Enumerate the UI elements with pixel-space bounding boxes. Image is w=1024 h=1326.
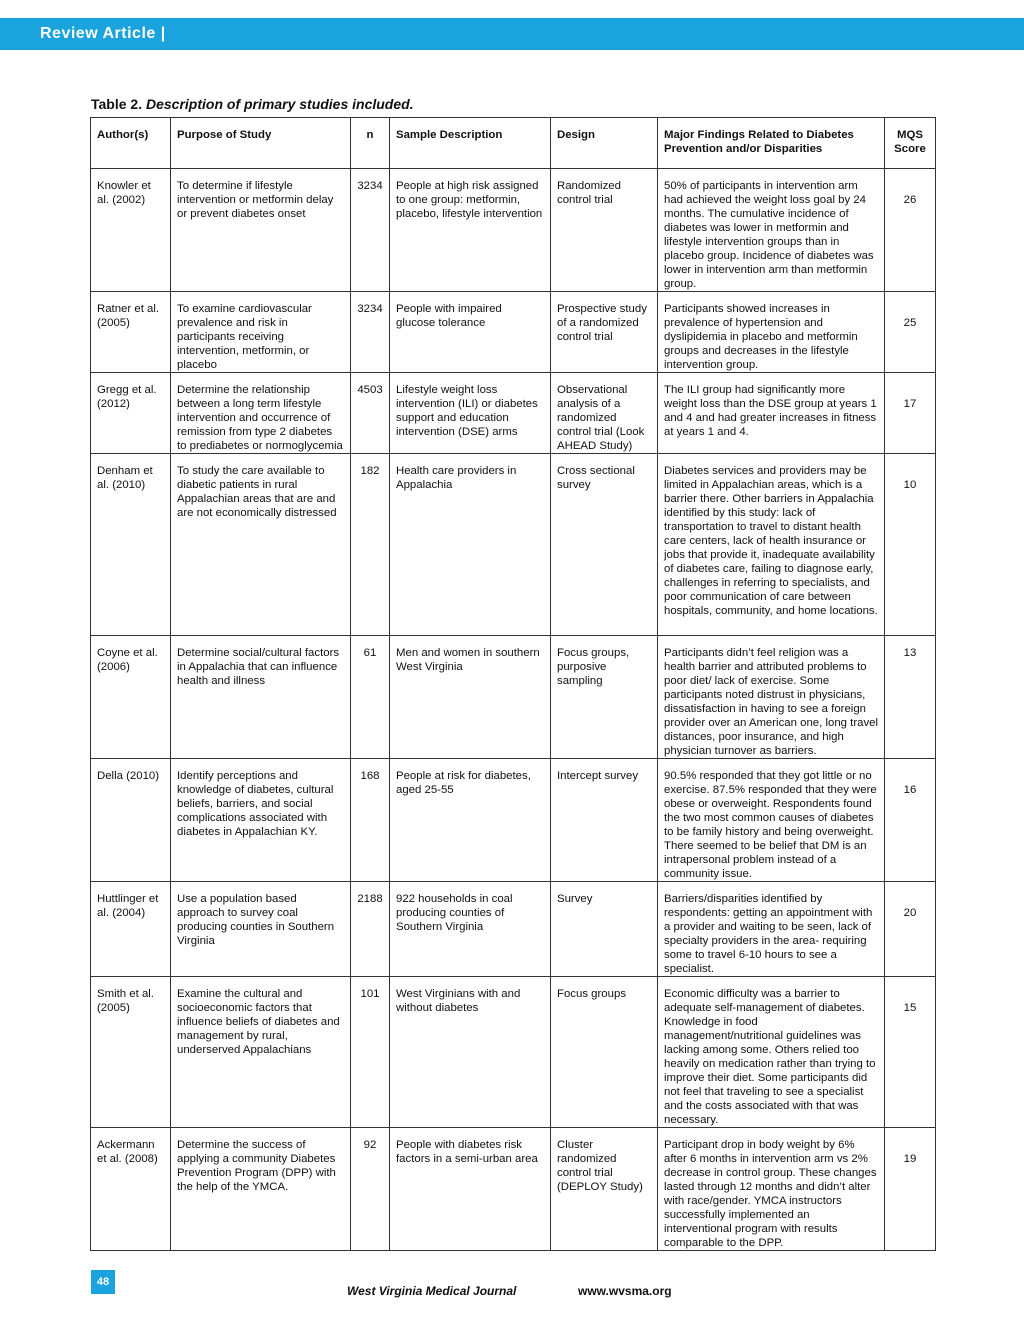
primary-studies-table bbox=[90, 117, 936, 1251]
table-row bbox=[91, 292, 936, 373]
cell-n: 101 bbox=[351, 977, 390, 1128]
cell-sample: Health care providers in Appalachia bbox=[390, 454, 551, 636]
cell-score: 13 bbox=[885, 636, 936, 759]
table-row bbox=[91, 759, 936, 882]
cell-design: Focus groups, purposive sampling bbox=[551, 636, 658, 759]
table-header-row bbox=[91, 118, 936, 169]
cell-purpose: Identify perceptions and knowledge of diabetes, cultural beliefs, barriers, and social complications associated with diabetes in Appalachian KY. bbox=[171, 759, 351, 882]
section-label: Review Article | bbox=[40, 25, 166, 42]
page-number-badge: 48 bbox=[91, 1270, 115, 1294]
cell-findings: Diabetes services and providers may be limited in Appalachian areas, which is a barrier there. Other barriers in Appalachia identified by this study: lack of transportation to travel to distant health care centers, lack of health insurance or jobs that provide it, inadequate availability of diabetes care, failing to diagnose early, challenges in referring to specialists, and poor communication of care between hospitals, community, and home locations. bbox=[658, 454, 885, 636]
section-header-bar bbox=[0, 18, 1024, 50]
cell-purpose: To examine cardiovascular prevalence and risk in participants receiving intervention, metformin, or placebo bbox=[171, 292, 351, 373]
cell-purpose: Determine the relationship between a long term lifestyle intervention and occurrence of remission from type 2 diabetes to prediabetes or normoglycemia bbox=[171, 373, 351, 454]
journal-website: www.wvsma.org bbox=[578, 1284, 672, 1298]
header-author: Author(s) bbox=[91, 118, 171, 169]
cell-n: 182 bbox=[351, 454, 390, 636]
cell-design: Survey bbox=[551, 882, 658, 977]
cell-purpose: Determine the success of applying a community Diabetes Prevention Program (DPP) with the help of the YMCA. bbox=[171, 1128, 351, 1251]
cell-author: Coyne et al. (2006) bbox=[91, 636, 171, 759]
cell-author: Gregg et al. (2012) bbox=[91, 373, 171, 454]
cell-score: 16 bbox=[885, 759, 936, 882]
cell-findings: The ILI group had significantly more weight loss than the DSE group at years 1 and 4 and had greater increases in fitness at years 1 and 4. bbox=[658, 373, 885, 454]
cell-design: Focus groups bbox=[551, 977, 658, 1128]
table-row bbox=[91, 169, 936, 292]
table-row bbox=[91, 373, 936, 454]
journal-name: West Virginia Medical Journal bbox=[347, 1284, 517, 1298]
cell-author: Ackermann et al. (2008) bbox=[91, 1128, 171, 1251]
cell-sample: Lifestyle weight loss intervention (ILI) or diabetes support and education intervention (DSE) arms bbox=[390, 373, 551, 454]
cell-findings: 90.5% responded that they got little or no exercise. 87.5% responded that they were obese or overweight. Respondents found the two most common causes of diabetes to be family history and being overweight. There seemed to be belief that DM is an intrapersonal problem instead of a community issue. bbox=[658, 759, 885, 882]
cell-design: Cross sectional survey bbox=[551, 454, 658, 636]
cell-n: 4503 bbox=[351, 373, 390, 454]
cell-n: 3234 bbox=[351, 169, 390, 292]
cell-author: Della (2010) bbox=[91, 759, 171, 882]
cell-n: 92 bbox=[351, 1128, 390, 1251]
cell-author: Denham et al. (2010) bbox=[91, 454, 171, 636]
table-row bbox=[91, 1128, 936, 1251]
cell-author: Ratner et al. (2005) bbox=[91, 292, 171, 373]
header-findings: Major Findings Related to Diabetes Prevention and/or Disparities bbox=[658, 118, 885, 169]
cell-score: 17 bbox=[885, 373, 936, 454]
cell-findings: Participants showed increases in prevalence of hypertension and dyslipidemia in placebo and metformin groups and decreases in the lifestyle intervention group. bbox=[658, 292, 885, 373]
cell-findings: 50% of participants in intervention arm had achieved the weight loss goal by 24 months. The cumulative incidence of diabetes was lower in metformin and lifestyle intervention groups than in placebo group. Incidence of diabetes was lower in intervention arm than metformin group. bbox=[658, 169, 885, 292]
cell-design: Observational analysis of a randomized control trial (Look AHEAD Study) bbox=[551, 373, 658, 454]
cell-findings: Participants didn’t feel religion was a health barrier and attributed problems to poor diet/ lack of exercise. Some participants noted distrust in physicians, dissatisfaction in having to see a foreign provider over an American one, long travel distances, poor insurance, and high physician turnover as barriers. bbox=[658, 636, 885, 759]
cell-purpose: Use a population based approach to survey coal producing counties in Southern Virginia bbox=[171, 882, 351, 977]
header-design: Design bbox=[551, 118, 658, 169]
table-row bbox=[91, 454, 936, 636]
cell-findings: Participant drop in body weight by 6% after 6 months in intervention arm vs 2% decrease in control group. These changes lasted through 12 months and didn’t alter with race/gender. YMCA instructors successfully implemented an interventional program with results comparable to the DPP. bbox=[658, 1128, 885, 1251]
cell-design: Cluster randomized control trial (DEPLOY Study) bbox=[551, 1128, 658, 1251]
cell-design: Intercept survey bbox=[551, 759, 658, 882]
cell-sample: People with diabetes risk factors in a semi-urban area bbox=[390, 1128, 551, 1251]
cell-n: 2188 bbox=[351, 882, 390, 977]
table-caption bbox=[91, 96, 414, 112]
header-score: MQS Score bbox=[885, 118, 936, 169]
header-sample: Sample Description bbox=[390, 118, 551, 169]
cell-score: 25 bbox=[885, 292, 936, 373]
cell-purpose: Examine the cultural and socioeconomic factors that influence beliefs of diabetes and management by rural, underserved Appalachians bbox=[171, 977, 351, 1128]
cell-score: 15 bbox=[885, 977, 936, 1128]
table-row bbox=[91, 882, 936, 977]
table-row bbox=[91, 636, 936, 759]
cell-sample: West Virginians with and without diabetes bbox=[390, 977, 551, 1128]
cell-sample: People at risk for diabetes, aged 25-55 bbox=[390, 759, 551, 882]
cell-sample: People at high risk assigned to one group: metformin, placebo, lifestyle intervention bbox=[390, 169, 551, 292]
cell-score: 19 bbox=[885, 1128, 936, 1251]
cell-findings: Barriers/disparities identified by respondents: getting an appointment with a provider and waiting to be seen, lack of specialty providers in the area- requiring some to travel 6-10 hours to see a specialist. bbox=[658, 882, 885, 977]
cell-purpose: To study the care available to diabetic patients in rural Appalachian areas that are and are not economically distressed bbox=[171, 454, 351, 636]
cell-purpose: Determine social/cultural factors in Appalachia that can influence health and illness bbox=[171, 636, 351, 759]
cell-purpose: To determine if lifestyle intervention or metformin delay or prevent diabetes onset bbox=[171, 169, 351, 292]
cell-score: 26 bbox=[885, 169, 936, 292]
table-row bbox=[91, 977, 936, 1128]
header-n: n bbox=[351, 118, 390, 169]
cell-sample: Men and women in southern West Virginia bbox=[390, 636, 551, 759]
table-caption-prefix: Table 2. bbox=[91, 96, 143, 112]
cell-n: 168 bbox=[351, 759, 390, 882]
cell-sample: People with impaired glucose tolerance bbox=[390, 292, 551, 373]
cell-n: 3234 bbox=[351, 292, 390, 373]
cell-design: Randomized control trial bbox=[551, 169, 658, 292]
cell-score: 20 bbox=[885, 882, 936, 977]
cell-score: 10 bbox=[885, 454, 936, 636]
cell-author: Huttlinger et al. (2004) bbox=[91, 882, 171, 977]
cell-n: 61 bbox=[351, 636, 390, 759]
cell-author: Smith et al. (2005) bbox=[91, 977, 171, 1128]
table-caption-title: Description of primary studies included. bbox=[145, 96, 414, 112]
cell-sample: 922 households in coal producing counties of Southern Virginia bbox=[390, 882, 551, 977]
header-purpose: Purpose of Study bbox=[171, 118, 351, 169]
cell-findings: Economic difficulty was a barrier to adequate self-management of diabetes. Knowledge in food management/nutritional guidelines was lacking among some. Others relied too heavily on medication rather than trying to improve their diet. Some participants did not feel that traveling to see a specialist and the costs associated with that was necessary. bbox=[658, 977, 885, 1128]
cell-design: Prospective study of a randomized control trial bbox=[551, 292, 658, 373]
cell-author: Knowler et al. (2002) bbox=[91, 169, 171, 292]
